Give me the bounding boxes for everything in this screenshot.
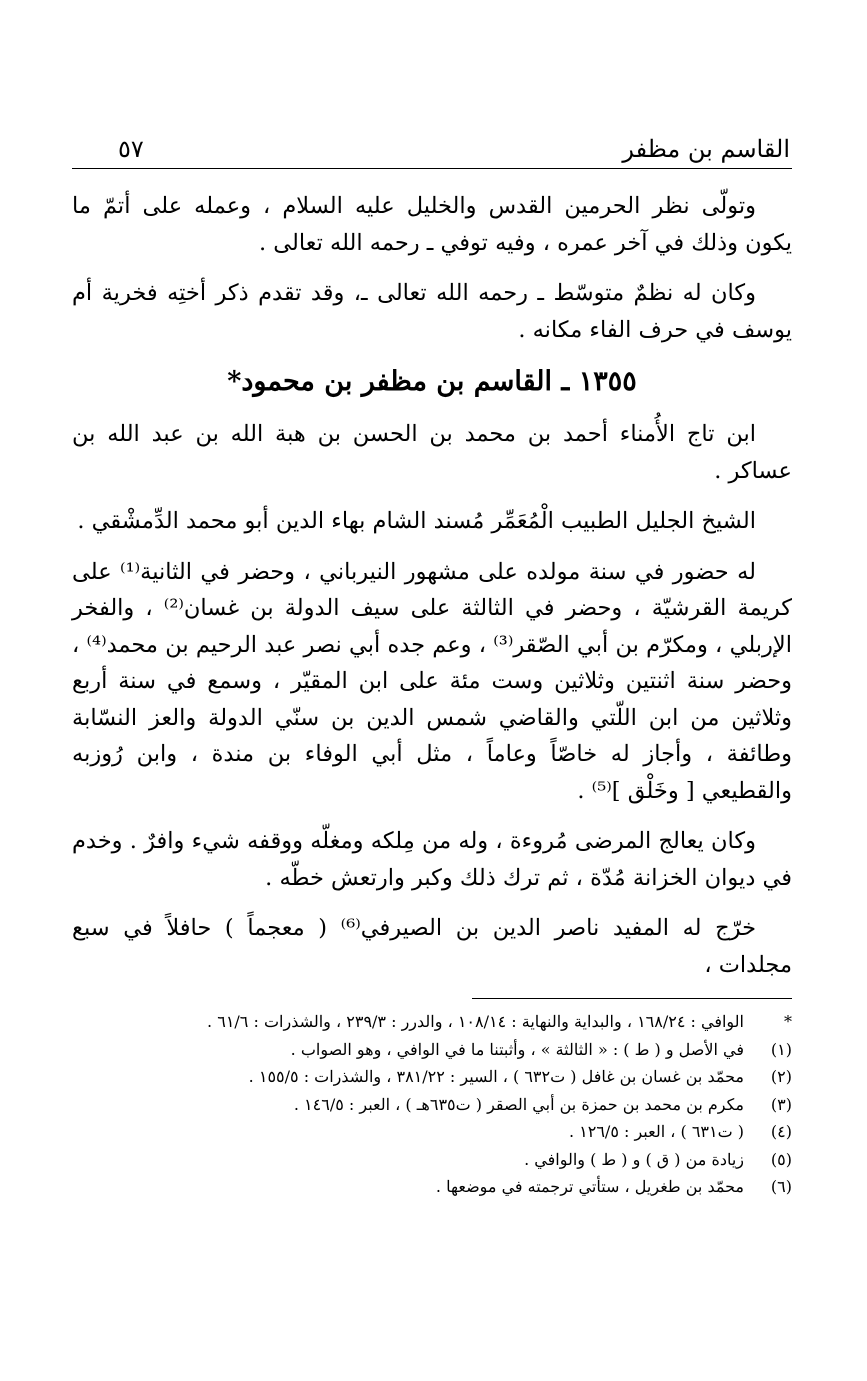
footnote-item <box>92 1118 792 1146</box>
footnote-item <box>92 1091 792 1119</box>
paragraph: وكان يعالج المرضى مُروءة ، وله من مِلكه ومغلّه ووقفه شيء وافرٌ . وخدم في ديوان الخزانة مُدّة ، ثم ترك ذلك وكبر وارتعش خطّه . <box>72 828 792 891</box>
footnote-item <box>92 1063 792 1091</box>
paragraph: ابن تاج الأُمناء أحمد بن محمد بن الحسن بن هبة الله بن عبد الله بن عساكر . <box>72 421 792 484</box>
footnote-marker: * <box>784 1012 792 1031</box>
paragraph: وتولّى نظر الحرمين القدس والخليل عليه السلام ، وعمله على أتمّ ما يكون وذلك في آخر عمره ، وفيه توفي ـ رحمه الله تعالى . <box>72 193 792 256</box>
running-header <box>72 132 792 169</box>
footnote-marker: (٢) <box>770 1067 792 1086</box>
paragraph: الشيخ الجليل الطبيب الْمُعَمِّر مُسند الشام بهاء الدين أبو محمد الدِّمشْقي . <box>77 508 756 534</box>
footnote-marker: (١) <box>770 1039 792 1059</box>
footnote-marker: (٥) <box>770 1149 792 1169</box>
footnote-item <box>92 1036 792 1064</box>
footnote-text: محمّد بن طغريل ، ستأتي ترجمته في موضعها . <box>435 1177 744 1196</box>
running-title: القاسم بن مظفر <box>622 135 790 163</box>
footnote-item <box>92 1173 792 1201</box>
footnote-text: ( ت٦٣١ ) ، العبر : ١٢٦/٥ . <box>568 1122 744 1141</box>
footnote-text: مكرم بن محمد بن حمزة بن أبي الصقر ( ت٦٣٥هـ ) ، العبر : ١٤٦/٥ . <box>293 1094 744 1114</box>
footnote-marker: (٤) <box>770 1122 792 1141</box>
footnote-separator <box>472 998 792 999</box>
footnote-item <box>92 1146 792 1174</box>
footnote-marker: (٦) <box>770 1177 792 1196</box>
footnote-text: محمّد بن غسان بن غافل ( ت٦٣٢ ) ، السير : ٣٨١/٢٢ ، والشذرات : ١٥٥/٥ . <box>248 1067 744 1086</box>
footnote-text: زيادة من ( ق ) و ( ط ) والوافي . <box>524 1149 744 1169</box>
footnote-item <box>92 1008 792 1036</box>
paragraph: له حضور في سنة مولده على مشهور النيرباني ، وحضر في الثانية⁽¹⁾ على كريمة القرشيّة ، وحضر في الثالثة على سيف الدولة بن غسان⁽²⁾ ، والفخر الإربلي ، ومكرّم بن أبي الصّقر⁽³⁾ ، وعم جده أبي نصر عبد الرحيم بن محمد⁽⁴⁾ ، وحضر سنة اثنتين وثلاثين وست مئة على ابن المقيّر ، وسمع في سنة أربع وثلاثين من ابن اللّتي والقاضي شمس الدين بن سنّي الدولة والعز النسّابة وطائفة ، وأجاز له خاصّاً وعاماً ، مثل أبي الوفاء بن مندة ، وابن رُوزبه والقطيعي [ وخَلْق ]⁽⁵⁾ . <box>72 558 792 804</box>
entry-heading: ١٣٥٥ ـ القاسم بن مظفر بن محمود* <box>227 366 637 397</box>
main-text <box>72 188 792 997</box>
paragraph: خرّج له المفيد ناصر الدين بن الصيرفي⁽⁶⁾ ( معجماً ) حافلاً في سبع مجلدات ، <box>72 915 792 978</box>
page-number: ٥٧ <box>118 135 144 163</box>
footnote-text: الوافي : ١٦٨/٢٤ ، والبداية والنهاية : ١٠٨/١٤ ، والدرر : ٢٣٩/٣ ، والشذرات : ٦١/٦ . <box>207 1012 744 1031</box>
footnotes <box>92 1008 792 1201</box>
paragraph: وكان له نظمٌ متوسّط ـ رحمه الله تعالى ـ، وقد تقدم ذكر أختِه فخرية أم يوسف في حرف الفاء مكانه . <box>72 280 792 343</box>
footnote-marker: (٣) <box>770 1094 792 1114</box>
footnote-text: في الأصل و ( ط ) : « الثالثة » ، وأثبتنا ما في الوافي ، وهو الصواب . <box>290 1039 744 1059</box>
